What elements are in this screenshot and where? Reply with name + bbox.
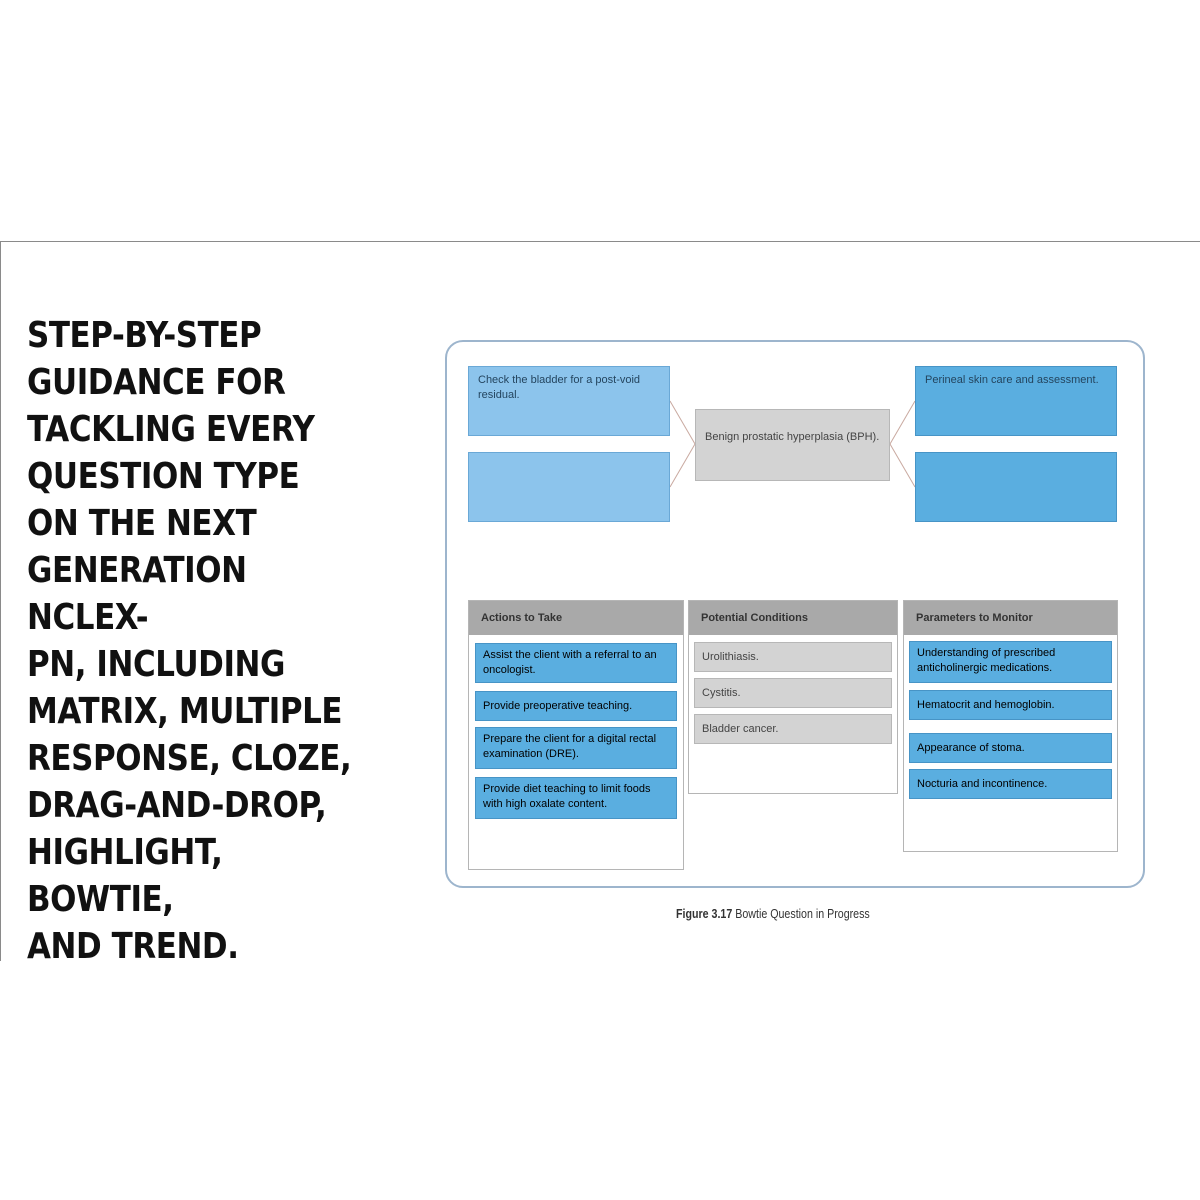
actions-item[interactable]: Assist the client with a referral to an oncologist. <box>475 643 677 683</box>
conditions-column-title: Potential Conditions <box>689 601 897 635</box>
parameters-item[interactable]: Appearance of stoma. <box>909 733 1112 763</box>
actions-item[interactable]: Provide preoperative teaching. <box>475 691 677 721</box>
parameters-column-title: Parameters to Monitor <box>904 601 1117 635</box>
bowtie-right-bottom-slot[interactable] <box>915 452 1117 522</box>
conditions-item[interactable]: Urolithiasis. <box>694 642 892 672</box>
actions-item[interactable]: Prepare the client for a digital rectal examination (DRE). <box>475 727 677 769</box>
bowtie-left-top-slot[interactable]: Check the bladder for a post-void residual. <box>468 366 670 436</box>
page-headline: STEP-BY-STEP GUIDANCE FOR TACKLING EVERY QUESTION TYPE ON THE NEXT GENERATION NCLEX- PN, INCLUDING MATRIX, MULTIPLE RESPONSE, CLOZE, DRAG-AND-DROP, HIGHLIGHT, BOWTIE, AND TREND. <box>27 315 352 967</box>
figure-caption-text: Bowtie Question in Progress <box>735 906 870 921</box>
bowtie-right-top-slot[interactable]: Perineal skin care and assessment. <box>915 366 1117 436</box>
parameters-item[interactable]: Understanding of prescribed anticholinergic medications. <box>909 641 1112 683</box>
figure-caption <box>676 906 870 921</box>
actions-column-title: Actions to Take <box>469 601 683 635</box>
figure-caption-label: Figure 3.17 <box>676 906 733 921</box>
parameters-column <box>903 600 1118 852</box>
actions-item[interactable]: Provide diet teaching to limit foods with high oxalate content. <box>475 777 677 819</box>
parameters-item[interactable]: Nocturia and incontinence. <box>909 769 1112 799</box>
bowtie-left-bottom-slot[interactable] <box>468 452 670 522</box>
conditions-item[interactable]: Bladder cancer. <box>694 714 892 744</box>
conditions-item[interactable]: Cystitis. <box>694 678 892 708</box>
actions-column <box>468 600 684 870</box>
bowtie-center-slot[interactable]: Benign prostatic hyperplasia (BPH). <box>695 409 890 481</box>
parameters-item[interactable]: Hematocrit and hemoglobin. <box>909 690 1112 720</box>
conditions-column <box>688 600 898 794</box>
